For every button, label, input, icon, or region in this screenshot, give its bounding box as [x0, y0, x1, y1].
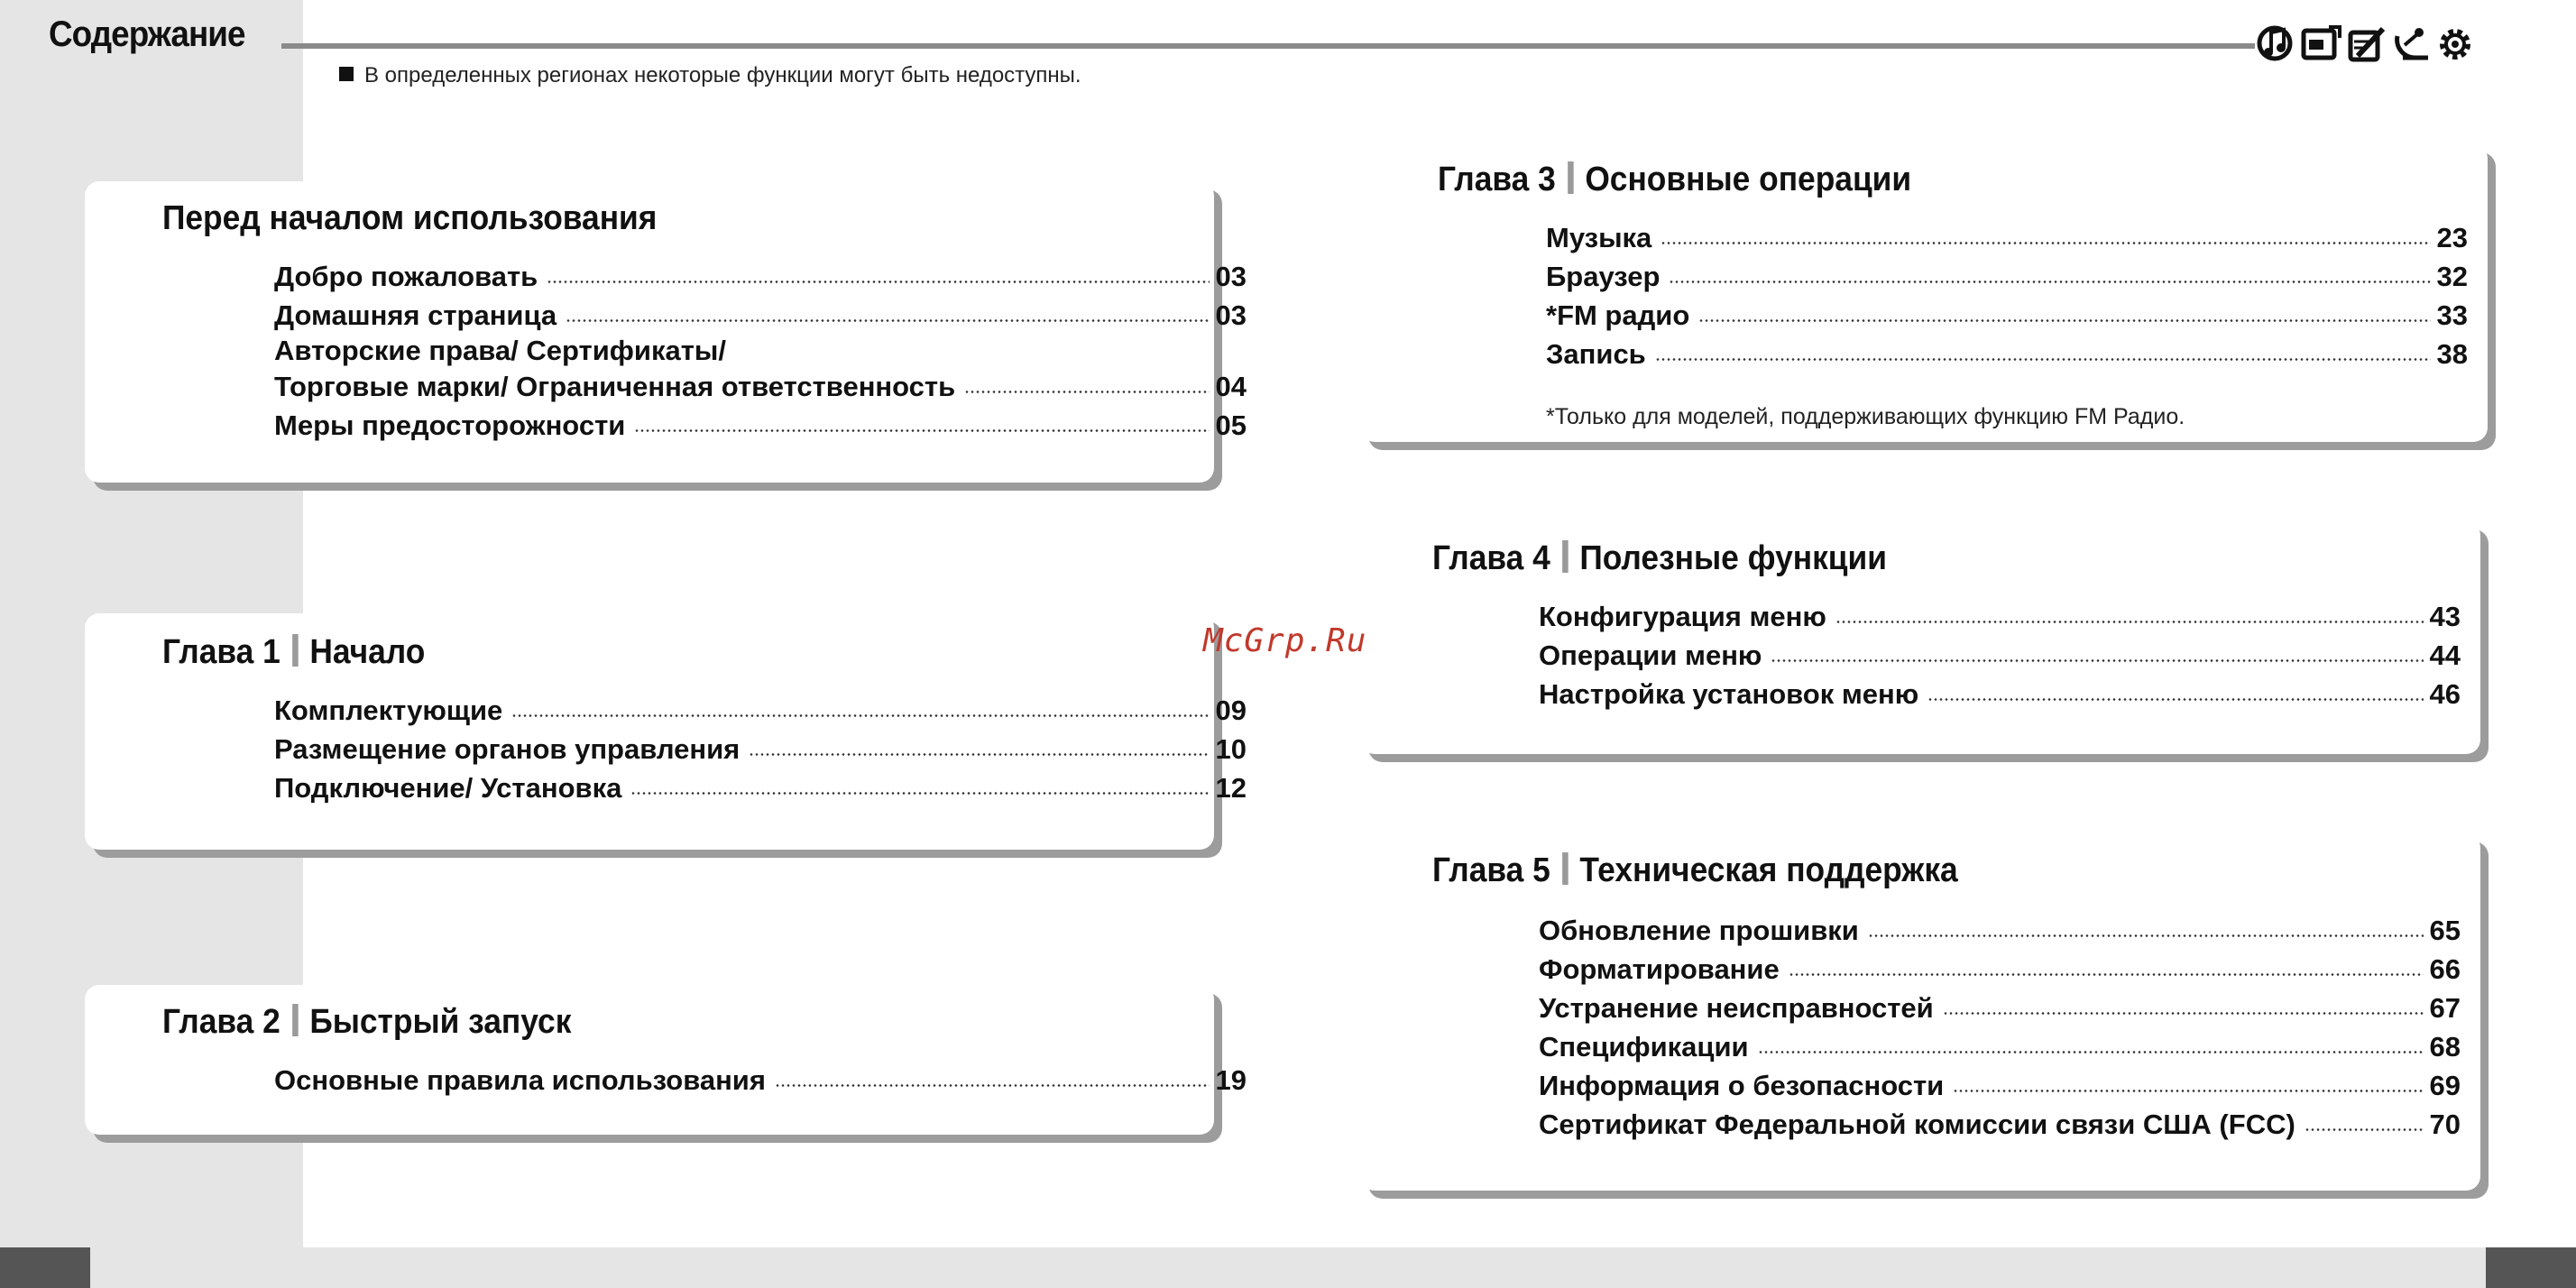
leader-dots	[566, 319, 1209, 322]
corner-tab-right	[2486, 1247, 2576, 1288]
leader-dots	[1868, 934, 2424, 937]
notice-text: В определенных регионах некоторые функции могут быть недоступны.	[364, 63, 1081, 87]
toc-entry[interactable]	[274, 406, 1247, 442]
section-title	[162, 1003, 571, 1042]
toc-entry[interactable]	[1539, 911, 2461, 947]
toc-page-number: 69	[2429, 1070, 2461, 1101]
toc-page-number: 03	[1215, 299, 1247, 331]
toc-entry-label: Добро пожаловать	[274, 261, 538, 292]
section-chapter-4	[1360, 521, 2480, 754]
toc-entry[interactable]	[274, 1061, 1247, 1097]
leader-dots	[1943, 1012, 2424, 1015]
page-title: Содержание	[49, 14, 245, 54]
toc-entry-label: Домашняя страница	[274, 299, 557, 331]
toc-entry[interactable]	[274, 730, 1247, 766]
section-before-use	[85, 181, 1247, 483]
toc-entry-label: Информация о безопасности	[1539, 1070, 1945, 1101]
toc-entry[interactable]	[1539, 675, 2461, 711]
section-title	[1438, 161, 1911, 199]
availability-notice	[339, 63, 1081, 88]
leader-dots	[1758, 1051, 2424, 1053]
chapter-number: Глава 4	[1432, 539, 1550, 577]
leader-dots	[1655, 358, 2431, 361]
leader-dots	[1698, 319, 2430, 322]
toc-page-number: 43	[2429, 601, 2461, 632]
toc-page-number: 33	[2436, 299, 2468, 331]
chapter-title: Быстрый запуск	[309, 1003, 572, 1041]
toc-page-number: 70	[2429, 1109, 2461, 1140]
toc-entry[interactable]	[1539, 597, 2461, 633]
title-separator	[1562, 852, 1569, 885]
toc-entry[interactable]	[274, 768, 1247, 805]
section-title: Перед началом использования	[162, 199, 658, 237]
title-separator	[1568, 161, 1574, 194]
toc-entry[interactable]	[274, 296, 1247, 332]
toc-entry-label: Торговые марки/ Ограниченная ответственность	[274, 371, 956, 402]
toc-page-number: 65	[2429, 915, 2461, 946]
section-title	[1432, 851, 1958, 890]
toc-page-number: 38	[2436, 338, 2468, 370]
toc-entry[interactable]	[1539, 1105, 2461, 1141]
toc-page-number: 23	[2436, 222, 2468, 253]
leader-dots	[630, 792, 1209, 795]
toc-page-number: 66	[2429, 953, 2461, 985]
leader-dots	[2305, 1128, 2424, 1131]
toc-entry-label: Размещение органов управления	[274, 733, 741, 765]
toc-entry[interactable]	[274, 691, 1247, 727]
toc-page-number: 19	[1215, 1064, 1247, 1096]
leader-dots	[964, 391, 1209, 393]
leader-dots	[511, 714, 1209, 717]
title-separator	[292, 634, 299, 667]
toc-entry[interactable]	[1546, 335, 2468, 371]
watermark: McGrp.Ru	[1203, 622, 1367, 659]
toc-page-number: 44	[2429, 639, 2461, 671]
toc-entry-label: Устранение неисправностей	[1539, 992, 1934, 1024]
toc-entry-label: Операции меню	[1539, 639, 1762, 671]
toc-entry-label: Сертификат Федеральной комиссии связи США (FCC)	[1539, 1109, 2295, 1140]
toc-entry[interactable]	[1539, 989, 2461, 1025]
toc-entry-label: Форматирование	[1539, 953, 1780, 985]
section-chapter-2	[85, 985, 1247, 1135]
toc-entry[interactable]	[1539, 636, 2461, 672]
toc-page-number: 46	[2429, 678, 2461, 710]
leader-dots	[749, 753, 1209, 756]
toc-entry-label: Меры предосторожности	[274, 409, 626, 441]
toc-page-number: 09	[1215, 695, 1247, 726]
bullet-square-icon	[339, 67, 354, 81]
section-title	[162, 633, 425, 672]
toc-page-number: 32	[2436, 261, 2468, 292]
toc-page-number: 68	[2429, 1031, 2461, 1063]
chapter-number: Глава 5	[1432, 851, 1550, 889]
toc-page-number: 04	[1215, 371, 1247, 402]
chapter-title: Техническая поддержка	[1579, 851, 1958, 889]
section-title	[1432, 539, 1887, 578]
leader-dots	[1669, 281, 2430, 283]
corner-tab-left	[0, 1247, 90, 1288]
section-chapter-1	[85, 613, 1247, 850]
toc-page-number: 12	[1215, 772, 1247, 804]
leader-dots	[1953, 1090, 2423, 1092]
toc-entry-label: Браузер	[1546, 261, 1661, 292]
toc-entry[interactable]	[1546, 257, 2468, 293]
bottom-band	[0, 1247, 2576, 1288]
pen-memo-icon	[2351, 29, 2383, 60]
toc-entry[interactable]	[1546, 218, 2468, 254]
toc-page-number: 67	[2429, 992, 2461, 1024]
display-icon	[2304, 27, 2340, 58]
title-separator	[292, 1004, 299, 1036]
toc-entry-label: Конфигурация меню	[1539, 601, 1826, 632]
title-separator	[1562, 540, 1569, 573]
section-chapter-5	[1360, 833, 2480, 1191]
leader-dots	[634, 429, 1209, 432]
toc-entry-label: Настройка установок меню	[1539, 678, 1919, 710]
chapter-number: Глава 2	[162, 1003, 281, 1041]
chapter-icon-strip	[2251, 20, 2482, 69]
toc-entry-label: Спецификации	[1539, 1031, 1749, 1063]
toc-entry-label: Обновление прошивки	[1539, 915, 1859, 946]
toc-entry-label: Запись	[1546, 338, 1646, 370]
toc-entry-label: Основные правила использования	[274, 1064, 766, 1096]
leader-dots	[1771, 659, 2423, 662]
leader-dots	[547, 281, 1209, 283]
chapter-title: Полезные функции	[1579, 539, 1887, 577]
toc-entry-label: Музыка	[1546, 222, 1652, 253]
toc-entry-label-line1: Авторские права/ Сертификаты/	[274, 335, 726, 366]
toc-entry[interactable]	[1539, 1066, 2461, 1102]
gear-icon	[2443, 32, 2467, 56]
toc-entry[interactable]	[1539, 950, 2461, 986]
leader-dots	[775, 1084, 1210, 1087]
toc-entry-label: Комплектующие	[274, 695, 503, 726]
satellite-dish-icon	[2397, 28, 2428, 58]
toc-entry[interactable]	[274, 257, 1247, 293]
chapter-number: Глава 1	[162, 633, 281, 671]
toc-entry-label: *FM радио	[1546, 299, 1690, 331]
title-rule	[281, 43, 2255, 49]
leader-dots	[1835, 621, 2424, 623]
toc-page-number: 05	[1215, 409, 1247, 441]
toc-entry[interactable]	[274, 367, 1247, 403]
chapter-title: Начало	[309, 633, 426, 671]
chapter-number: Глава 3	[1438, 161, 1556, 198]
music-note-icon	[2259, 28, 2290, 59]
toc-entry[interactable]	[1539, 1027, 2461, 1063]
chapter-title: Основные операции	[1585, 161, 1912, 198]
toc-page-number: 10	[1215, 733, 1247, 765]
toc-page-number: 03	[1215, 261, 1247, 292]
fm-footnote: *Только для моделей, поддерживающих функцию FM Радио.	[1546, 404, 2185, 429]
leader-dots	[1789, 973, 2424, 976]
leader-dots	[1661, 242, 2430, 244]
leader-dots	[1927, 698, 2423, 701]
toc-entry[interactable]	[1546, 296, 2468, 332]
section-chapter-3	[1360, 144, 2488, 442]
toc-entry-label: Подключение/ Установка	[274, 772, 622, 804]
